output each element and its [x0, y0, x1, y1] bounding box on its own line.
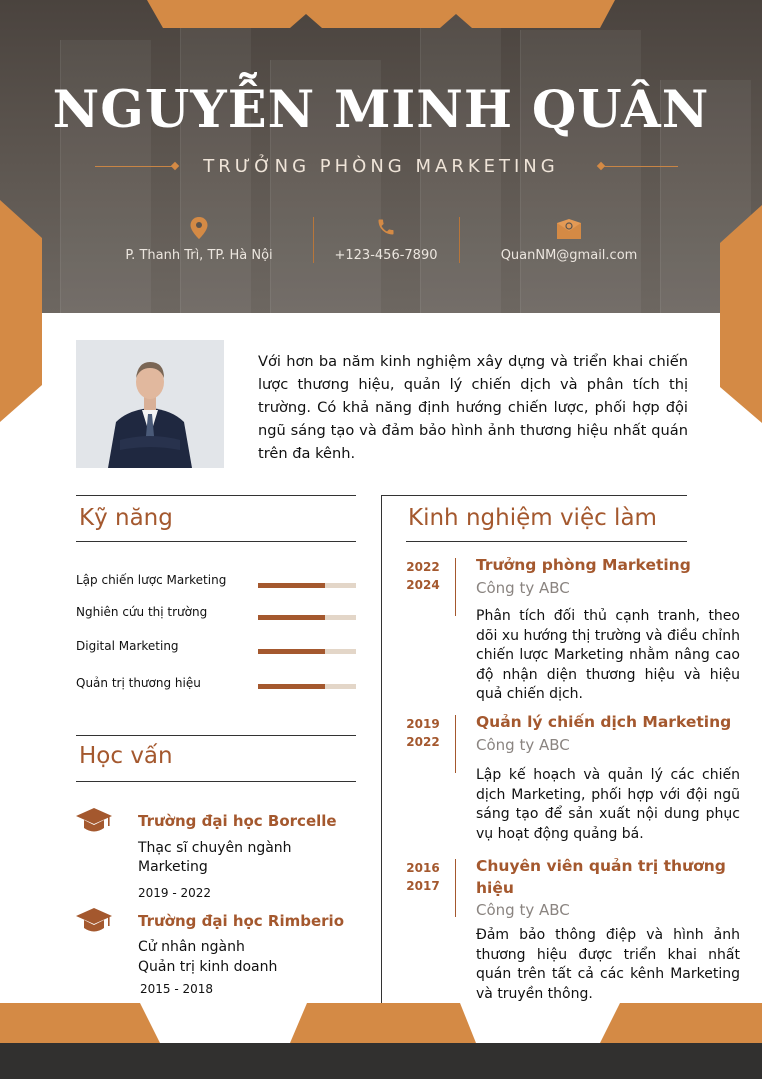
- experience-year-start: 2016: [406, 861, 440, 875]
- footer-decoration: [0, 1003, 762, 1079]
- timeline-line: [455, 558, 456, 616]
- education-degree: Quản trị kinh doanh: [138, 959, 278, 975]
- skill-bar-fill: [258, 615, 325, 620]
- experience-role: Trưởng phòng Marketing: [476, 556, 691, 574]
- profile-photo: [76, 340, 224, 468]
- experience-description: Phân tích đối thủ cạnh tranh, theo dõi xu hướng thị trường và điều chỉnh chiến lược Marketing nhằm nâng cao độ nhận diện thương hiệu và hiệu quả chiến dịch.: [476, 608, 740, 702]
- skill-bar: [258, 583, 356, 588]
- candidate-name: NGUYỄN MINH QUÂN: [52, 80, 710, 140]
- education-degree: Thạc sĩ chuyên ngành: [138, 840, 292, 856]
- right-side-decoration: [720, 205, 762, 425]
- education-title: Học vấn: [79, 743, 173, 769]
- graduation-cap-icon: [76, 808, 112, 836]
- education-years: 2015 - 2018: [140, 982, 214, 996]
- experience-company: Công ty ABC: [476, 901, 570, 919]
- skill-bar: [258, 684, 356, 689]
- divider: [76, 541, 356, 542]
- divider: [406, 541, 687, 542]
- skill-label: Quản trị thương hiệu: [76, 676, 201, 690]
- education-school: Trường đại học Borcelle: [138, 812, 337, 830]
- top-decoration: [0, 0, 762, 32]
- contact-phone[interactable]: +123-456-7890: [334, 248, 438, 263]
- divider: [76, 781, 356, 782]
- experience-year-start: 2019: [406, 717, 440, 731]
- experience-role: Chuyên viên quản trị thương hiệu: [476, 857, 726, 897]
- skill-bar: [258, 649, 356, 654]
- skill-bar-fill: [258, 649, 325, 654]
- education-degree: Cử nhân ngành: [138, 939, 245, 955]
- email-icon: [556, 219, 582, 239]
- experience-year-end: 2022: [406, 735, 440, 749]
- contact-separator: [313, 217, 314, 263]
- phone-icon: [376, 217, 396, 237]
- skill-label: Lập chiến lược Marketing: [76, 573, 227, 587]
- skills-title: Kỹ năng: [79, 505, 173, 531]
- skill-bar-fill: [258, 684, 325, 689]
- graduation-cap-icon: [76, 908, 112, 936]
- contact-email[interactable]: QuanNM@gmail.com: [500, 248, 638, 263]
- education-school: Trường đại học Rimberio: [138, 912, 345, 930]
- location-pin-icon: [190, 217, 208, 239]
- profile-summary: Với hơn ba năm kinh nghiệm xây dựng và triển khai chiến lược thương hiệu, quản lý chiến dịch và phân tích thị trường. Có khả năng định hướng chiến lược, phối hợp đội ngũ sáng tạo và đảm bảo hình ảnh thương hiệu nhất quán trên đa kênh.: [258, 353, 688, 462]
- experience-year-end: 2017: [406, 879, 440, 893]
- divider: [76, 495, 356, 496]
- education-degree: Marketing: [138, 859, 208, 875]
- experience-role: Quản lý chiến dịch Marketing: [476, 713, 732, 731]
- experience-year-start: 2022: [406, 560, 440, 574]
- timeline-line: [455, 715, 456, 773]
- divider: [381, 495, 687, 496]
- skill-label: Digital Marketing: [76, 639, 179, 653]
- experience-year-end: 2024: [406, 578, 440, 592]
- contact-separator: [459, 217, 460, 263]
- skill-label: Nghiên cứu thị trường: [76, 605, 208, 619]
- job-title: TRƯỞNG PHÒNG MARKETING: [203, 156, 559, 177]
- education-years: 2019 - 2022: [138, 886, 212, 900]
- experience-description: Lập kế hoạch và quản lý các chiến dịch Marketing, phối hợp với đội ngũ sáng tạo để sản xuất nội dung phục vụ hoạt động quảng bá.: [476, 767, 740, 842]
- skill-bar-fill: [258, 583, 325, 588]
- experience-company: Công ty ABC: [476, 579, 570, 597]
- experience-description: Đảm bảo thông điệp và hình ảnh thương hiệu được triển khai nhất quán trên tất cả các kênh Marketing và truyền thông.: [476, 927, 740, 1002]
- experience-title: Kinh nghiệm việc làm: [408, 505, 657, 531]
- timeline-line: [455, 859, 456, 917]
- experience-company: Công ty ABC: [476, 736, 570, 754]
- contact-address: P. Thanh Trì, TP. Hà Nội: [125, 248, 273, 263]
- divider: [76, 735, 356, 736]
- column-divider: [381, 495, 382, 1003]
- title-rule-right: [604, 166, 678, 167]
- skill-bar: [258, 615, 356, 620]
- left-side-decoration: [0, 200, 45, 425]
